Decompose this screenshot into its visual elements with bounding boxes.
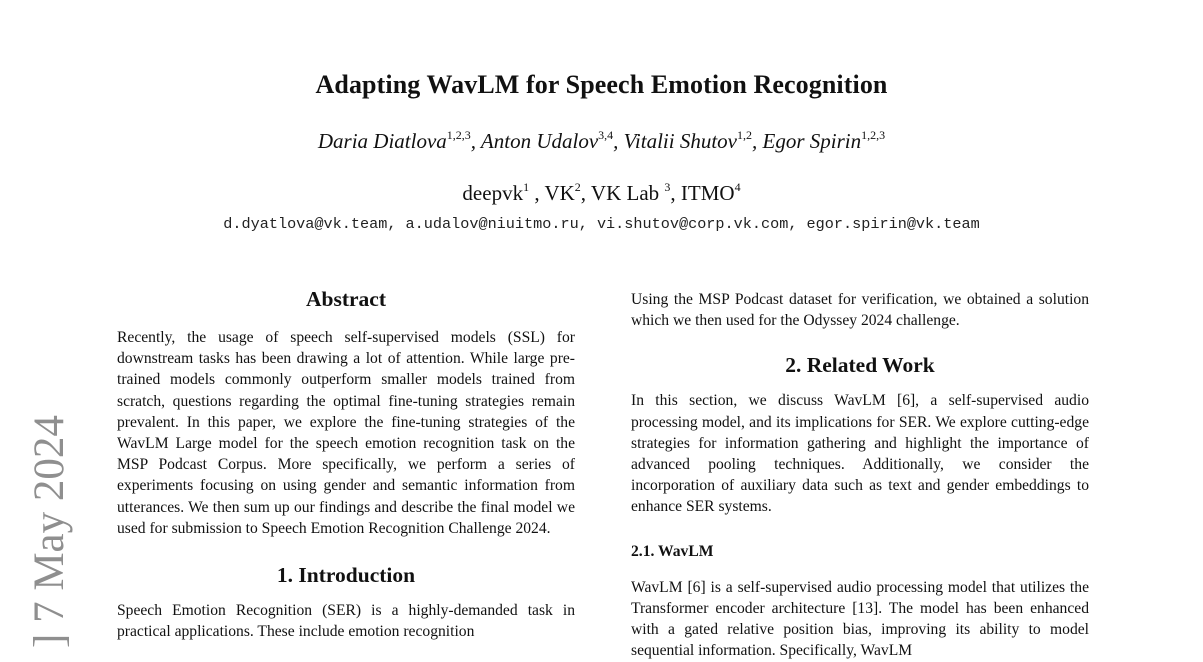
affiliation-name: VK — [544, 181, 575, 205]
abstract-heading: Abstract — [305, 287, 386, 311]
left-column — [117, 285, 575, 642]
affiliation-name: ITMO — [680, 181, 735, 205]
author-name: Anton Udalov — [480, 129, 599, 153]
abstract-text: Recently, the usage of speech self-supervised models (SSL) for downstream tasks has been drawing a lot of attention. While large pre-trained models commonly outperform smaller models trained from scratch, questions regarding the optimal fine-tuning strategies remain prevalent. In this paper, we explore the fine-tuning strategies of the WavLM Large model for the speech emotion recognition task on the MSP Podcast Corpus. More specifically, we perform a series of experiments focusing on using gender and semantic information from utterances. We then sum up our findings and describe the final model we used for submission to Speech Emotion Recognition Challenge 2024. — [117, 329, 575, 537]
related-work-heading: 2. Related Work — [785, 353, 935, 378]
paper-title: Adapting WavLM for Speech Emotion Recognition — [315, 70, 888, 99]
affiliation-separator: , — [670, 181, 681, 205]
wavlm-text: WavLM [6] is a self-supervised audio processing model that utilizes the Transformer encoder architecture [13]. The model has been enhanced with a gated relative position bias, improving its ability to model sequential information. Specifically, WavLM — [631, 578, 1089, 660]
author-name: Egor Spirin — [762, 129, 862, 153]
author-affiliation-marker: 1,2,3 — [861, 128, 886, 142]
arxiv-stamp: ] 7 May 2024 — [26, 415, 73, 648]
wavlm-subheading: 2.1. WavLM — [631, 542, 714, 560]
affiliation-name: deepvk — [462, 181, 524, 205]
author-list — [0, 129, 1203, 154]
author-affiliation-marker: 1,2 — [737, 128, 753, 142]
author-separator: , — [613, 129, 624, 153]
affiliation-marker: 2 — [574, 180, 581, 194]
continuation-text: Using the MSP Podcast dataset for verification, we obtained a solution which we then used for the Odyssey 2024 challenge. — [631, 291, 1089, 330]
affiliation-marker: 4 — [734, 180, 741, 194]
author-separator: , — [752, 129, 763, 153]
author-separator: , — [470, 129, 481, 153]
affiliation-separator: , — [580, 181, 591, 205]
author-affiliation-marker: 1,2,3 — [446, 128, 471, 142]
right-column — [631, 289, 1089, 662]
related-work-text: In this section, we discuss WavLM [6], a self-supervised audio processing model, and its implications for SER. We explore cutting-edge strategies for information gathering and highlight the importance of advanced pooling techniques. Additionally, we consider the incorporation of auxiliary data such as text and gender embeddings to enhance SER systems. — [631, 392, 1089, 516]
affiliation-list — [0, 181, 1203, 206]
author-name: Vitalii Shutov — [623, 129, 738, 153]
introduction-heading: 1. Introduction — [276, 563, 416, 588]
author-affiliation-marker: 3,4 — [598, 128, 614, 142]
introduction-text: Speech Emotion Recognition (SER) is a highly-demanded task in practical applications. These include emotion recognition — [117, 602, 575, 641]
author-name: Daria Diatlova — [317, 129, 447, 153]
author-emails: d.dyatlova@vk.team, a.udalov@niuitmo.ru, vi.shutov@corp.vk.com, egor.spirin@vk.team — [223, 215, 980, 233]
affiliation-marker: 3 — [664, 180, 671, 194]
affiliation-name: VK Lab — [590, 181, 665, 205]
affiliation-marker: 1 — [523, 180, 530, 194]
affiliation-separator: , — [529, 181, 545, 205]
